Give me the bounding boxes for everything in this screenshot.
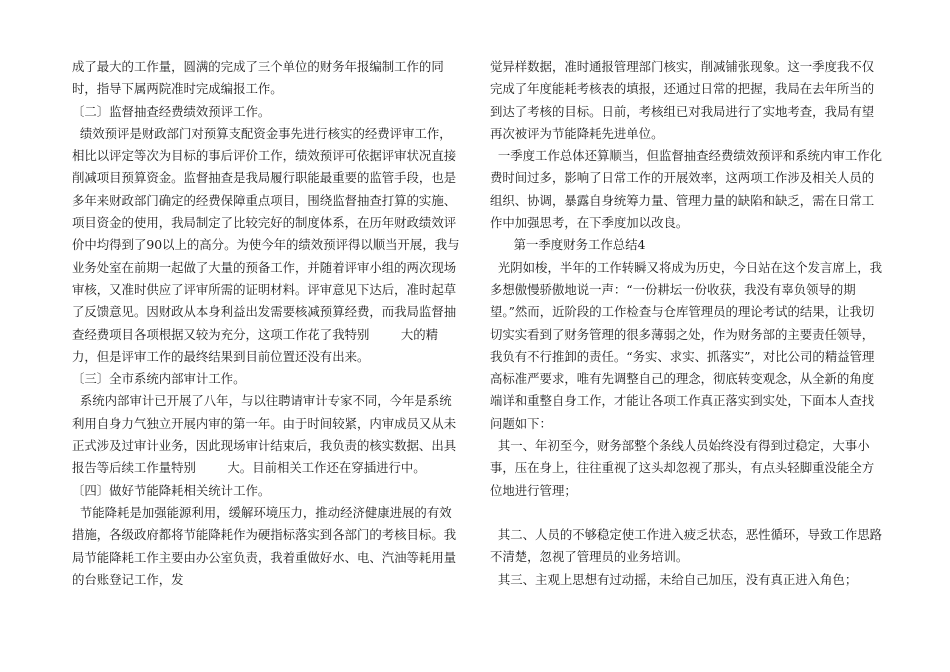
paragraph-energy-saving: 节能降耗是加强能源利用，缓解环境压力，推动经济健康进展的有效措施，各级政府都将节能降耗作为硬指标落实到各部门的考核目标。我局节能降耗工作主要由办公室负责，我着重做好水、电、汽油等耗用量的台账登记工作，发 (72, 504, 457, 587)
paragraph-report-work: 成了最大的工作量，圆满的完成了三个单位的财务年报编制工作的同时，指导下属两院准时完成编报工作。 (72, 59, 444, 97)
left-column (72, 56, 462, 591)
paragraph-energy-continued: 觉异样数据，准时通报管理部门核实，削减铺张现象。这一季度我不仅完成了年度能耗考核表的填报，还通过日常的把握，我局在去年所当的到达了考核的目标。日前，考核组已对我局进行了实地考查，我局有望再次被评为节能降耗先进单位。 (490, 59, 875, 141)
paragraph-performance-review: 绩效预评是财政部门对预算支配资金事先进行核实的经费评审工作，相比以评定等次为目标的事后评价工作，绩效预评可依据评审状况直接削减项目预算资金。监督抽查是我局履行职能最重要的监管手段，也是多年来财政部门确定的经费保障重点项目，围绕监督抽查打算的实施、项目资金的使用，我局制定了比较完好的制度体系，在历年财政绩效评价中均得到了90以上的高分。为使今年的绩效预评得以顺当开展，我与业务处室在前期一起做了大量的预备工作，并随着评审小组的两次现场审核，又准时供应了评审所需的证明材料。评审意见下达后，准时起草了反馈意见。因财政从本身利益出发需要核减预算经费，而我局监督抽查经费项目各项根据又较为充分，这项工作花了我特别 大的精力，但是评审工作的最终结果到目前位置还没有出来。 (72, 125, 460, 364)
paragraph-issue-two: 其二、人员的不够稳定使工作进入疲乏状态，恶性循环，导致工作思路不清楚，忽视了管理员的业务培训。 (490, 526, 882, 565)
heading-performance-review: 〔二〕监督抽查经费绩效预评工作。 (72, 103, 271, 119)
heading-energy-saving: 〔四〕做好节能降耗相关统计工作。 (72, 482, 271, 498)
paragraph-issue-three: 其三、主观上思想有过动摇，未给自己加压，没有真正进入角色； (490, 571, 858, 587)
paragraph-quarter-summary: 一季度工作总体还算顺当，但监督抽查经费绩效预评和系统内审工作化费时间过多，影响了日常工作的开展效率，这两项工作涉及相关人员的组织、协调，暴露自身统筹力量、管理力量的缺陷和缺乏，需在日常工作中加强思考，在下季度加以改良。 (490, 148, 882, 231)
section-title: 第一季度财务工作总结4 (490, 237, 646, 253)
paragraph-half-year: 光阴如梭，半年的工作转瞬又将成为历史，今日站在这个发言席上，我多想傲慢骄傲地说一声：“一份耕坛一份收获，我没有辜负领导的期望。”然而，近阶段的工作检查与仓库管理员的理论考试的结果，让我切切实实看到了财务管理的很多薄弱之处，作为财务部的主要责任领导，我负有不行推卸的责任。“务实、求实、抓落实”，对比公司的精益管理高标准严要求，唯有先调整自己的理念，彻底转变观念，从全新的角度端详和重整自身工作，才能让各项工作真正落实到实处，下面本人查找问题如下： (490, 259, 882, 431)
heading-internal-audit: 〔三〕全市系统内部审计工作。 (72, 371, 246, 387)
paragraph-internal-audit: 系统内部审计已开展了八年，与以往聘请审计专家不同，今年是系统利用自身力气独立开展内审的第一年。由于时间较紧，内审成员又从未正式涉及过审计业务，因此现场审计结束后，我负责的核实数据、出具报告等后续工作量特别 大。目前相关工作还在穿插进行中。 (72, 393, 457, 476)
right-column (490, 56, 882, 591)
blank-line (490, 502, 882, 524)
paragraph-issue-one: 其一、年初至今，财务部整个条线人员始终没有得到过稳定，大事小事，压在身上，往往重视了这头却忽视了那头，有点头轻脚重没能全方位地进行管理； (490, 438, 875, 498)
